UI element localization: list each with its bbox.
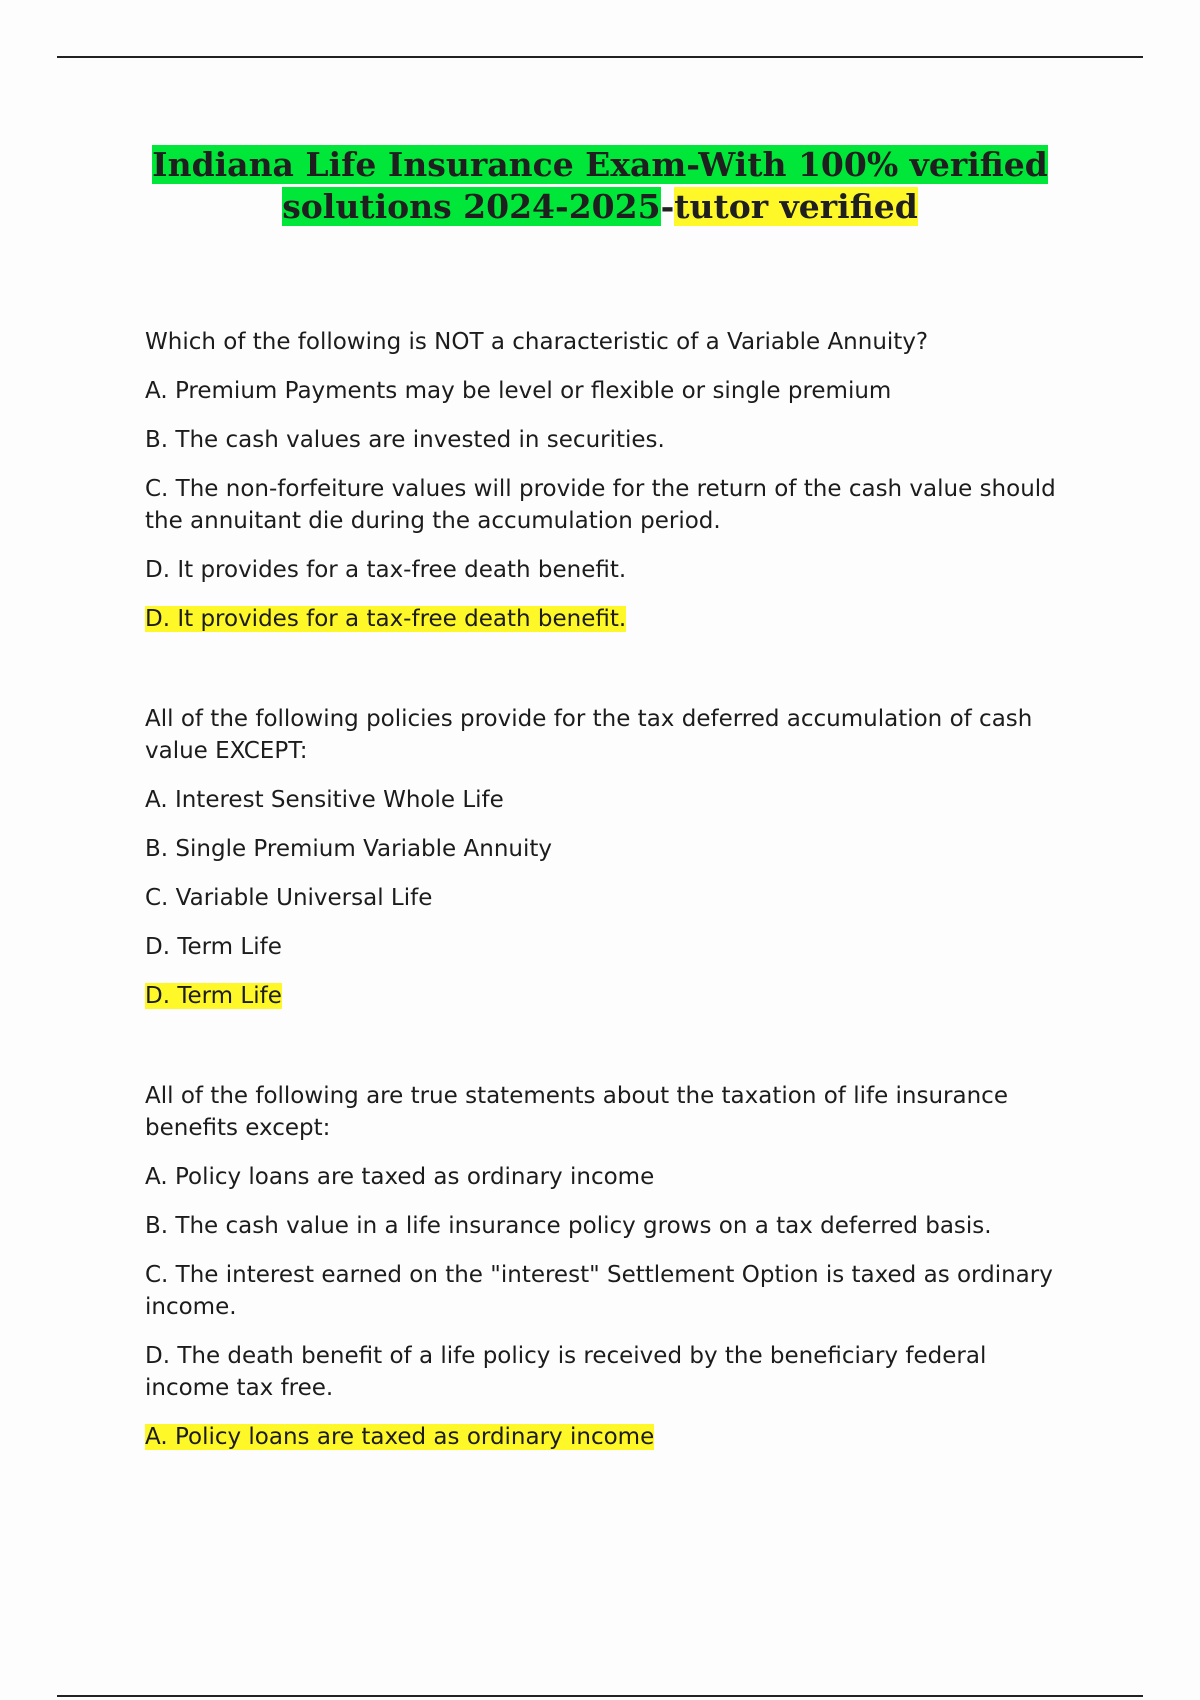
option-a: A. Policy loans are taxed as ordinary income <box>145 1164 655 1190</box>
question-stem: All of the following policies provide for the tax deferred accumulation of cash value EXCEPT: <box>145 706 1033 764</box>
answer <box>145 1421 1075 1453</box>
document-title <box>0 144 1200 228</box>
option-b: B. Single Premium Variable Annuity <box>145 836 552 862</box>
question-stem: Which of the following is NOT a characteristic of a Variable Annuity? <box>145 329 929 355</box>
option-a: A. Premium Payments may be level or flexible or single premium <box>145 378 892 404</box>
answer-text: A. Policy loans are taxed as ordinary income <box>145 1424 655 1450</box>
title-part-2: solutions 2024-2025 <box>282 187 661 226</box>
option-b: B. The cash values are invested in securities. <box>145 427 665 453</box>
option-c: C. The non-forfeiture values will provide for the return of the cash value should the annuitant die during the accumulation period. <box>145 476 1056 534</box>
question-2 <box>145 703 1075 1012</box>
answer <box>145 603 1075 635</box>
option-c: C. The interest earned on the "interest" Settlement Option is taxed as ordinary income. <box>145 1262 1053 1320</box>
option-a: A. Interest Sensitive Whole Life <box>145 787 504 813</box>
bottom-rule <box>57 1695 1143 1697</box>
option-d: D. It provides for a tax-free death benefit. <box>145 557 627 583</box>
option-d: D. The death benefit of a life policy is received by the beneficiary federal income tax free. <box>145 1343 987 1401</box>
title-part-1: Indiana Life Insurance Exam-With 100% verified <box>152 145 1048 184</box>
option-b: B. The cash value in a life insurance policy grows on a tax deferred basis. <box>145 1213 992 1239</box>
title-part-3: tutor verified <box>674 187 918 226</box>
answer-text: D. Term Life <box>145 983 282 1009</box>
option-d: D. Term Life <box>145 934 282 960</box>
question-list <box>145 326 1075 1521</box>
answer <box>145 980 1075 1012</box>
title-dash: - <box>660 187 675 226</box>
question-stem: All of the following are true statements about the taxation of life insurance benefits except: <box>145 1083 1008 1141</box>
top-rule <box>57 56 1143 58</box>
question-1 <box>145 326 1075 635</box>
question-3 <box>145 1080 1075 1453</box>
answer-text: D. It provides for a tax-free death benefit. <box>145 606 627 632</box>
option-c: C. Variable Universal Life <box>145 885 433 911</box>
